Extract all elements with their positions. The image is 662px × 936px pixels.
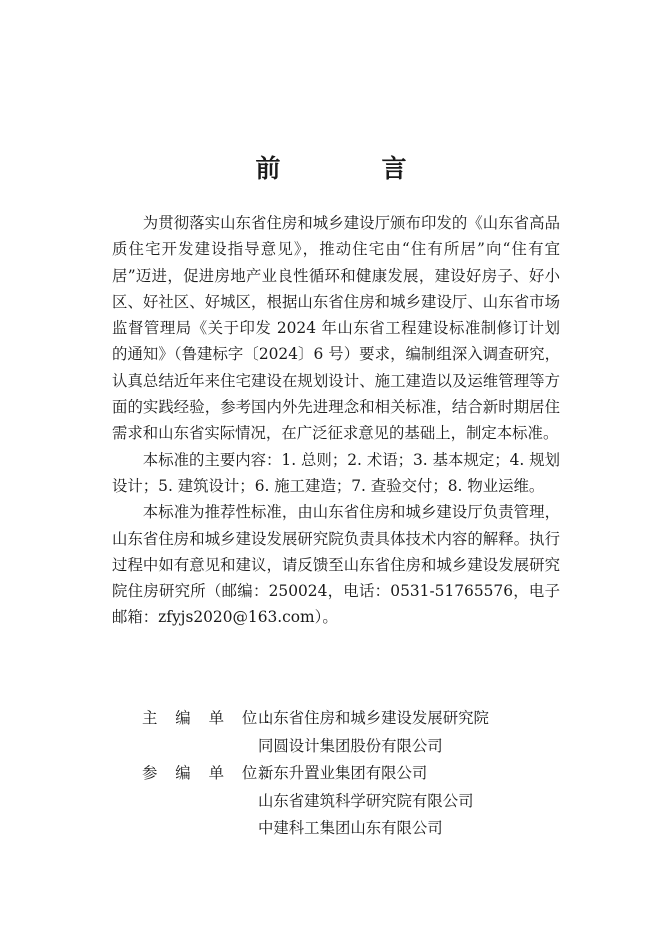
unit-name: 中建科工集团山东有限公司 [258, 819, 443, 837]
unit-name: 山东省建筑科学研究院有限公司 [258, 791, 474, 810]
chief-editor-list [258, 705, 489, 760]
page-title: 前 言 [255, 154, 445, 183]
chief-editor-units [112, 705, 560, 760]
participating-list [258, 760, 473, 843]
paragraph-management: 本标准为推荐性标准，由山东省住房和城乡建设厅负责管理，山东省住房和城乡建设发展研究院负责具体技术内容的解释。执行过程中如有意见和建议，请反馈至山东省住房和城乡建设发展研究院住房研究所（邮编：250024，电话：0531-51765576，电子邮箱：zfyjs2020@163.com）。 [112, 503, 560, 627]
chief-editor-label: 主 编 单 位： [142, 709, 286, 727]
participating-label: 参 编 单 位： [142, 764, 286, 782]
paragraph-contents: 本标准的主要内容：1. 总则；2. 术语；3. 基本规定；4. 规划设计；5. 建筑设计；6. 施工建造；7. 查验交付；8. 物业运维。 [112, 450, 560, 495]
paragraph-background: 为贯彻落实山东省住房和城乡建设厅颁布印发的《山东省高品质住宅开发建设指导意见》，推动住宅由“住有所居”向“住有宜居”迈进，促进房地产业良性循环和健康发展，建设好房子、好小区、好社区、好城区，根据山东省住房和城乡建设厅、山东省市场监督管理局《关于印发 2024 年山东省工程建设标准制修订计划的通知》（鲁建标字〔2024〕6 号）要求，编制组深入调查研究，认真总结近年来住宅建设在规划设计、施工建造以及运维管理等方面的实践经验，参考国内外先进理念和相关标准，结合新时期居住需求和山东省实际情况，在广泛征求意见的基础上，制定本标准。 [112, 214, 560, 443]
unit-name: 新东升置业集团有限公司 [258, 764, 428, 782]
participating-units [112, 760, 560, 843]
compiling-units [112, 705, 560, 843]
unit-name: 同圆设计集团股份有限公司 [258, 736, 443, 755]
preface-body [112, 210, 560, 631]
unit-name: 山东省住房和城乡建设发展研究院 [258, 709, 489, 727]
